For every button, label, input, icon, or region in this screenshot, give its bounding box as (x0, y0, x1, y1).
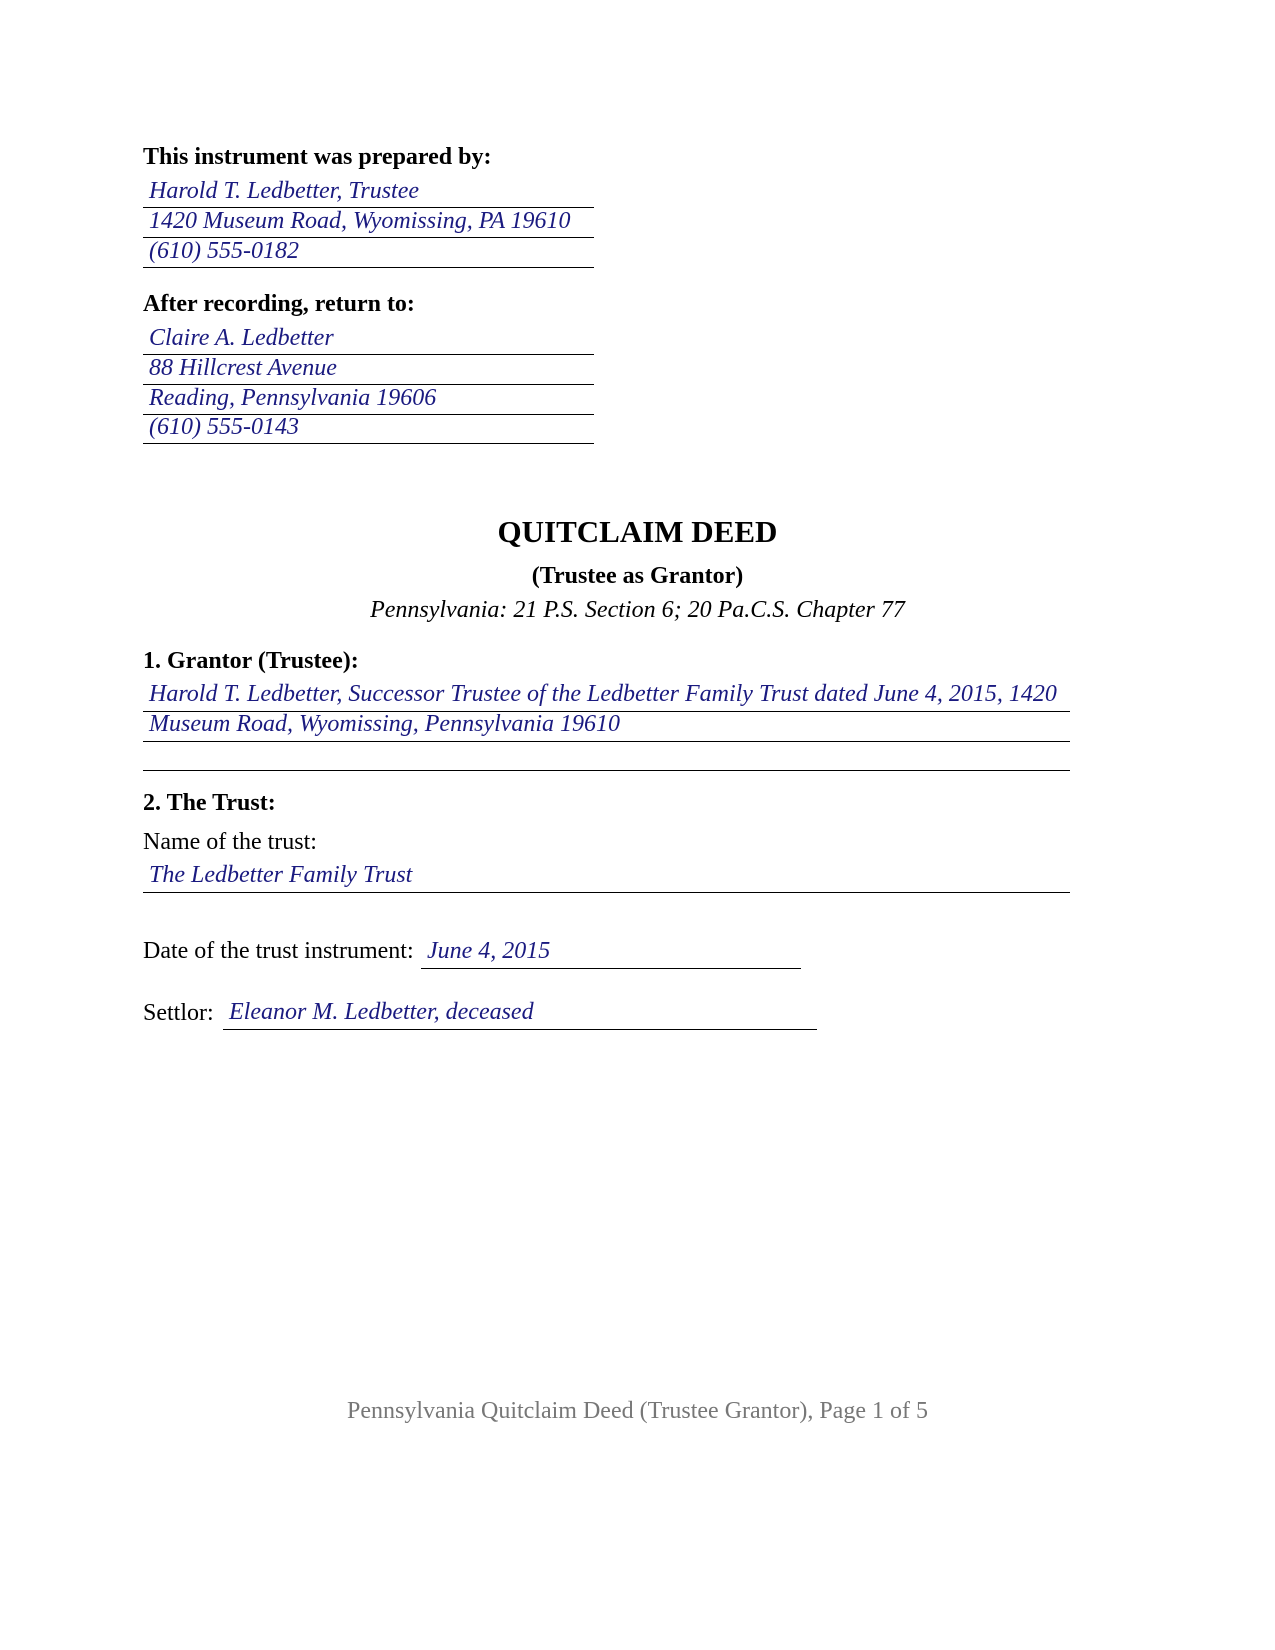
return-to-city-field[interactable]: Reading, Pennsylvania 19606 (143, 383, 594, 415)
prepared-by-address-field[interactable]: 1420 Museum Road, Wyomissing, PA 19610 (143, 206, 594, 238)
grantor-line-2-field[interactable]: Museum Road, Wyomissing, Pennsylvania 19610 (143, 709, 1070, 742)
trust-date-label: Date of the trust instrument: (143, 938, 414, 964)
statute-citation: Pennsylvania: 21 P.S. Section 6; 20 Pa.C.S. Chapter 77 (370, 597, 905, 623)
grantor-line-1-field[interactable]: Harold T. Ledbetter, Successor Trustee of the Ledbetter Family Trust dated June 4, 2015, 1420 (143, 679, 1070, 712)
trust-name-field[interactable]: The Ledbetter Family Trust (143, 860, 1070, 893)
return-to-heading: After recording, return to: (143, 291, 415, 317)
return-to-phone-field[interactable]: (610) 555-0143 (143, 412, 594, 444)
return-to-street-field[interactable]: 88 Hillcrest Avenue (143, 353, 594, 385)
prepared-by-phone-field[interactable]: (610) 555-0182 (143, 236, 594, 268)
prepared-by-name-field[interactable]: Harold T. Ledbetter, Trustee (143, 176, 594, 208)
grantor-line-3-field[interactable] (143, 738, 1070, 771)
document-title: QUITCLAIM DEED (497, 514, 778, 549)
prepared-by-heading: This instrument was prepared by: (143, 144, 492, 170)
settlor-field[interactable]: Eleanor M. Ledbetter, deceased (223, 997, 817, 1030)
document-subtitle: (Trustee as Grantor) (531, 563, 744, 589)
settlor-label: Settlor: (143, 1000, 214, 1026)
trust-date-field[interactable]: June 4, 2015 (421, 936, 801, 969)
trust-name-label: Name of the trust: (143, 829, 317, 855)
page-footer: Pennsylvania Quitclaim Deed (Trustee Grantor), Page 1 of 5 (347, 1398, 928, 1424)
trust-heading: 2. The Trust: (143, 790, 276, 816)
return-to-name-field[interactable]: Claire A. Ledbetter (143, 323, 594, 355)
grantor-heading: 1. Grantor (Trustee): (143, 648, 359, 674)
